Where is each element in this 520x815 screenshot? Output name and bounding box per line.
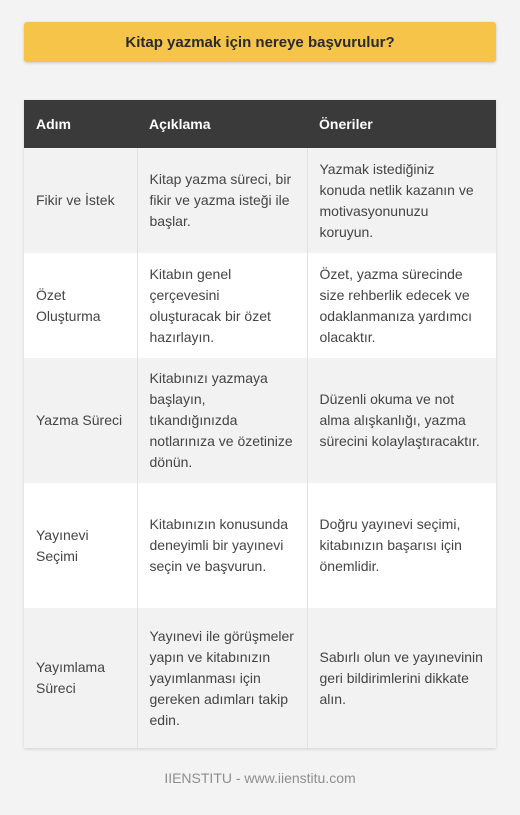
- cell-step: Fikir ve İstek: [24, 148, 137, 253]
- cell-description: Kitabınızın konusunda deneyimli bir yayınevi seçin ve başvurun.: [137, 483, 307, 608]
- header-description: Açıklama: [137, 100, 307, 148]
- cell-step: Özet Oluşturma: [24, 253, 137, 358]
- steps-table: [24, 100, 496, 748]
- cell-tips: Sabırlı olun ve yayınevinin geri bildirimlerini dikkate alın.: [307, 608, 496, 748]
- cell-tips: Doğru yayınevi seçimi, kitabınızın başarısı için önemlidir.: [307, 483, 496, 608]
- cell-tips: Özet, yazma sürecinde size rehberlik edecek ve odaklanmanıza yardımcı olacaktır.: [307, 253, 496, 358]
- table-row: [24, 358, 496, 483]
- cell-description: Kitabın genel çerçevesini oluşturacak bir özet hazırlayın.: [137, 253, 307, 358]
- table-row: [24, 483, 496, 608]
- page-title: Kitap yazmak için nereye başvurulur?: [125, 33, 395, 51]
- footer-credit: IIENSTITU - www.iienstitu.com: [164, 770, 356, 786]
- header-tips: Öneriler: [307, 100, 496, 148]
- table-row: [24, 608, 496, 748]
- cell-step: Yayınevi Seçimi: [24, 483, 137, 608]
- cell-step: Yayımlama Süreci: [24, 608, 137, 748]
- table-row: [24, 148, 496, 253]
- header-step: Adım: [24, 100, 137, 148]
- title-banner: [24, 22, 496, 62]
- cell-tips: Yazmak istediğiniz konuda netlik kazanın ve motivasyonunuzu koruyun.: [307, 148, 496, 253]
- cell-tips: Düzenli okuma ve not alma alışkanlığı, yazma sürecini kolaylaştıracaktır.: [307, 358, 496, 483]
- cell-step: Yazma Süreci: [24, 358, 137, 483]
- cell-description: Yayınevi ile görüşmeler yapın ve kitabınızın yayımlanması için gereken adımları takip edin.: [137, 608, 307, 748]
- table-header-row: [24, 100, 496, 148]
- table-row: [24, 253, 496, 358]
- cell-description: Kitabınızı yazmaya başlayın, tıkandığınızda notlarınıza ve özetinize dönün.: [137, 358, 307, 483]
- cell-description: Kitap yazma süreci, bir fikir ve yazma isteği ile başlar.: [137, 148, 307, 253]
